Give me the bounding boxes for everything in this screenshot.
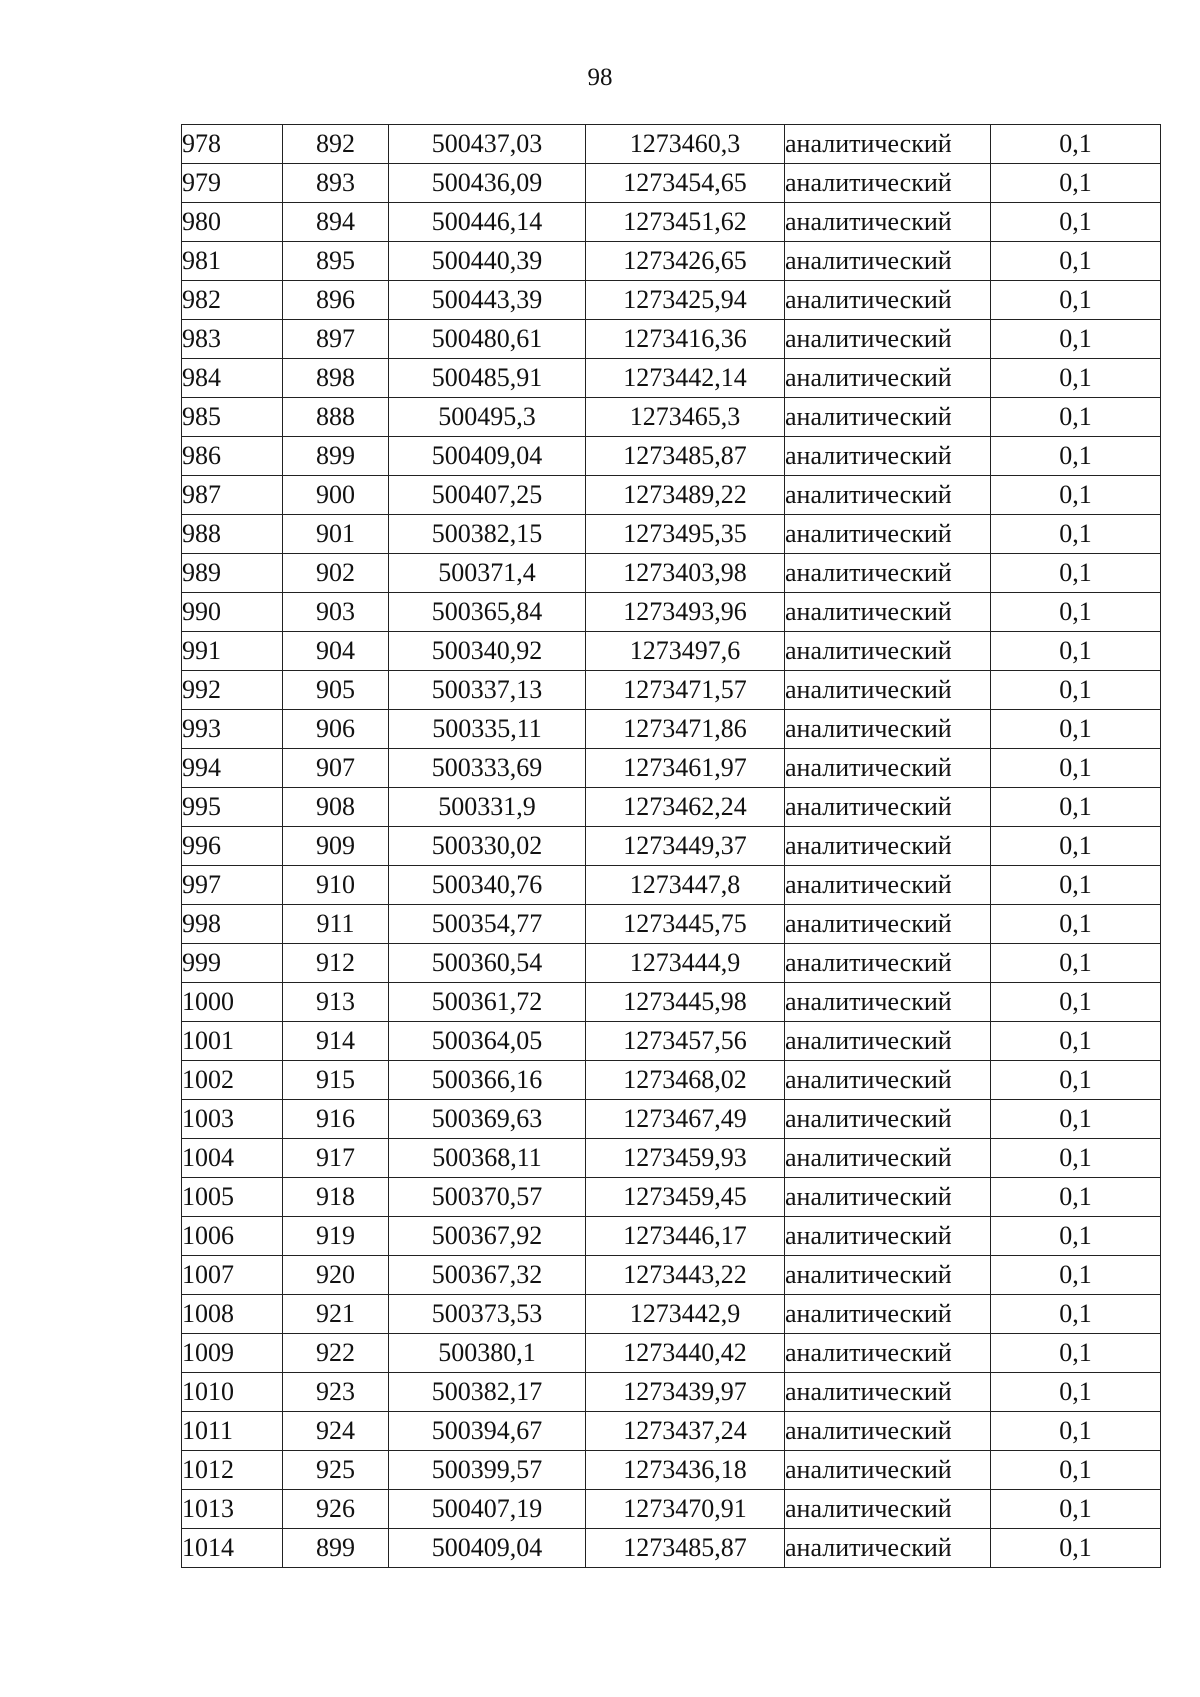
x-coordinate-cell: 500495,3: [389, 398, 586, 437]
x-coordinate-cell: 500366,16: [389, 1061, 586, 1100]
x-coordinate-cell: 500371,4: [389, 554, 586, 593]
y-coordinate-cell: 1273465,3: [586, 398, 785, 437]
accuracy-cell: 0,1: [991, 593, 1161, 632]
accuracy-cell: 0,1: [991, 749, 1161, 788]
point-number-cell: 899: [283, 437, 389, 476]
row-number-cell: 984: [182, 359, 283, 398]
row-number-cell: 1006: [182, 1217, 283, 1256]
row-number-cell: 997: [182, 866, 283, 905]
accuracy-cell: 0,1: [991, 398, 1161, 437]
accuracy-cell: 0,1: [991, 983, 1161, 1022]
x-coordinate-cell: 500333,69: [389, 749, 586, 788]
method-cell: аналитический: [785, 1217, 991, 1256]
point-number-cell: 893: [283, 164, 389, 203]
row-number-cell: 985: [182, 398, 283, 437]
x-coordinate-cell: 500367,92: [389, 1217, 586, 1256]
y-coordinate-cell: 1273467,49: [586, 1100, 785, 1139]
y-coordinate-cell: 1273403,98: [586, 554, 785, 593]
method-cell: аналитический: [785, 1451, 991, 1490]
accuracy-cell: 0,1: [991, 1334, 1161, 1373]
row-number-cell: 1000: [182, 983, 283, 1022]
y-coordinate-cell: 1273460,3: [586, 125, 785, 164]
accuracy-cell: 0,1: [991, 632, 1161, 671]
method-cell: аналитический: [785, 437, 991, 476]
row-number-cell: 979: [182, 164, 283, 203]
method-cell: аналитический: [785, 944, 991, 983]
row-number-cell: 983: [182, 320, 283, 359]
method-cell: аналитический: [785, 671, 991, 710]
y-coordinate-cell: 1273425,94: [586, 281, 785, 320]
y-coordinate-cell: 1273457,56: [586, 1022, 785, 1061]
point-number-cell: 888: [283, 398, 389, 437]
accuracy-cell: 0,1: [991, 710, 1161, 749]
accuracy-cell: 0,1: [991, 1217, 1161, 1256]
accuracy-cell: 0,1: [991, 905, 1161, 944]
accuracy-cell: 0,1: [991, 554, 1161, 593]
row-number-cell: 978: [182, 125, 283, 164]
method-cell: аналитический: [785, 125, 991, 164]
table-row: [182, 1178, 1161, 1217]
accuracy-cell: 0,1: [991, 164, 1161, 203]
method-cell: аналитический: [785, 1139, 991, 1178]
x-coordinate-cell: 500409,04: [389, 1529, 586, 1568]
table-row: [182, 1529, 1161, 1568]
point-number-cell: 904: [283, 632, 389, 671]
point-number-cell: 895: [283, 242, 389, 281]
point-number-cell: 910: [283, 866, 389, 905]
method-cell: аналитический: [785, 788, 991, 827]
table-row: [182, 983, 1161, 1022]
table-row: [182, 866, 1161, 905]
accuracy-cell: 0,1: [991, 320, 1161, 359]
y-coordinate-cell: 1273495,35: [586, 515, 785, 554]
point-number-cell: 902: [283, 554, 389, 593]
point-number-cell: 911: [283, 905, 389, 944]
y-coordinate-cell: 1273454,65: [586, 164, 785, 203]
x-coordinate-cell: 500364,05: [389, 1022, 586, 1061]
x-coordinate-cell: 500360,54: [389, 944, 586, 983]
table-row: [182, 359, 1161, 398]
table-row: [182, 1490, 1161, 1529]
y-coordinate-cell: 1273485,87: [586, 1529, 785, 1568]
point-number-cell: 900: [283, 476, 389, 515]
y-coordinate-cell: 1273459,93: [586, 1139, 785, 1178]
y-coordinate-cell: 1273470,91: [586, 1490, 785, 1529]
point-number-cell: 918: [283, 1178, 389, 1217]
table-row: [182, 203, 1161, 242]
y-coordinate-cell: 1273471,57: [586, 671, 785, 710]
table-row: [182, 476, 1161, 515]
point-number-cell: 914: [283, 1022, 389, 1061]
accuracy-cell: 0,1: [991, 1139, 1161, 1178]
row-number-cell: 994: [182, 749, 283, 788]
method-cell: аналитический: [785, 593, 991, 632]
row-number-cell: 1014: [182, 1529, 283, 1568]
method-cell: аналитический: [785, 1256, 991, 1295]
point-number-cell: 909: [283, 827, 389, 866]
row-number-cell: 989: [182, 554, 283, 593]
point-number-cell: 913: [283, 983, 389, 1022]
point-number-cell: 908: [283, 788, 389, 827]
table-row: [182, 554, 1161, 593]
point-number-cell: 920: [283, 1256, 389, 1295]
point-number-cell: 892: [283, 125, 389, 164]
x-coordinate-cell: 500409,04: [389, 437, 586, 476]
row-number-cell: 987: [182, 476, 283, 515]
method-cell: аналитический: [785, 242, 991, 281]
y-coordinate-cell: 1273426,65: [586, 242, 785, 281]
row-number-cell: 1012: [182, 1451, 283, 1490]
accuracy-cell: 0,1: [991, 788, 1161, 827]
y-coordinate-cell: 1273489,22: [586, 476, 785, 515]
point-number-cell: 896: [283, 281, 389, 320]
y-coordinate-cell: 1273471,86: [586, 710, 785, 749]
point-number-cell: 915: [283, 1061, 389, 1100]
point-number-cell: 912: [283, 944, 389, 983]
y-coordinate-cell: 1273444,9: [586, 944, 785, 983]
table-row: [182, 1022, 1161, 1061]
point-number-cell: 906: [283, 710, 389, 749]
x-coordinate-cell: 500368,11: [389, 1139, 586, 1178]
point-number-cell: 903: [283, 593, 389, 632]
accuracy-cell: 0,1: [991, 437, 1161, 476]
x-coordinate-cell: 500382,17: [389, 1373, 586, 1412]
point-number-cell: 926: [283, 1490, 389, 1529]
coordinates-table-body: [182, 125, 1161, 1568]
point-number-cell: 923: [283, 1373, 389, 1412]
y-coordinate-cell: 1273497,6: [586, 632, 785, 671]
y-coordinate-cell: 1273442,14: [586, 359, 785, 398]
method-cell: аналитический: [785, 515, 991, 554]
row-number-cell: 1013: [182, 1490, 283, 1529]
method-cell: аналитический: [785, 866, 991, 905]
x-coordinate-cell: 500335,11: [389, 710, 586, 749]
method-cell: аналитический: [785, 398, 991, 437]
x-coordinate-cell: 500485,91: [389, 359, 586, 398]
y-coordinate-cell: 1273445,98: [586, 983, 785, 1022]
y-coordinate-cell: 1273445,75: [586, 905, 785, 944]
accuracy-cell: 0,1: [991, 671, 1161, 710]
table-row: [182, 242, 1161, 281]
table-row: [182, 1412, 1161, 1451]
x-coordinate-cell: 500407,25: [389, 476, 586, 515]
y-coordinate-cell: 1273443,22: [586, 1256, 785, 1295]
table-row: [182, 593, 1161, 632]
table-row: [182, 125, 1161, 164]
accuracy-cell: 0,1: [991, 827, 1161, 866]
table-row: [182, 515, 1161, 554]
page-number: 98: [587, 64, 613, 91]
x-coordinate-cell: 500446,14: [389, 203, 586, 242]
row-number-cell: 991: [182, 632, 283, 671]
accuracy-cell: 0,1: [991, 1490, 1161, 1529]
row-number-cell: 996: [182, 827, 283, 866]
accuracy-cell: 0,1: [991, 1529, 1161, 1568]
method-cell: аналитический: [785, 320, 991, 359]
table-row: [182, 398, 1161, 437]
row-number-cell: 1008: [182, 1295, 283, 1334]
table-row: [182, 1451, 1161, 1490]
accuracy-cell: 0,1: [991, 476, 1161, 515]
method-cell: аналитический: [785, 1022, 991, 1061]
row-number-cell: 1007: [182, 1256, 283, 1295]
table-row: [182, 1217, 1161, 1256]
y-coordinate-cell: 1273485,87: [586, 437, 785, 476]
row-number-cell: 988: [182, 515, 283, 554]
table-row: [182, 710, 1161, 749]
y-coordinate-cell: 1273416,36: [586, 320, 785, 359]
row-number-cell: 986: [182, 437, 283, 476]
table-row: [182, 164, 1161, 203]
method-cell: аналитический: [785, 476, 991, 515]
method-cell: аналитический: [785, 1529, 991, 1568]
point-number-cell: 899: [283, 1529, 389, 1568]
point-number-cell: 898: [283, 359, 389, 398]
y-coordinate-cell: 1273437,24: [586, 1412, 785, 1451]
x-coordinate-cell: 500443,39: [389, 281, 586, 320]
y-coordinate-cell: 1273468,02: [586, 1061, 785, 1100]
table-row: [182, 788, 1161, 827]
method-cell: аналитический: [785, 749, 991, 788]
row-number-cell: 995: [182, 788, 283, 827]
y-coordinate-cell: 1273461,97: [586, 749, 785, 788]
x-coordinate-cell: 500340,76: [389, 866, 586, 905]
accuracy-cell: 0,1: [991, 515, 1161, 554]
method-cell: аналитический: [785, 359, 991, 398]
row-number-cell: 982: [182, 281, 283, 320]
method-cell: аналитический: [785, 1490, 991, 1529]
point-number-cell: 921: [283, 1295, 389, 1334]
method-cell: аналитический: [785, 905, 991, 944]
x-coordinate-cell: 500361,72: [389, 983, 586, 1022]
method-cell: аналитический: [785, 632, 991, 671]
y-coordinate-cell: 1273436,18: [586, 1451, 785, 1490]
y-coordinate-cell: 1273459,45: [586, 1178, 785, 1217]
point-number-cell: 897: [283, 320, 389, 359]
row-number-cell: 1001: [182, 1022, 283, 1061]
row-number-cell: 1004: [182, 1139, 283, 1178]
table-row: [182, 1373, 1161, 1412]
accuracy-cell: 0,1: [991, 281, 1161, 320]
table-row: [182, 1061, 1161, 1100]
x-coordinate-cell: 500440,39: [389, 242, 586, 281]
accuracy-cell: 0,1: [991, 1373, 1161, 1412]
table-row: [182, 437, 1161, 476]
accuracy-cell: 0,1: [991, 359, 1161, 398]
method-cell: аналитический: [785, 1178, 991, 1217]
x-coordinate-cell: 500380,1: [389, 1334, 586, 1373]
y-coordinate-cell: 1273462,24: [586, 788, 785, 827]
y-coordinate-cell: 1273440,42: [586, 1334, 785, 1373]
accuracy-cell: 0,1: [991, 1178, 1161, 1217]
table-row: [182, 1334, 1161, 1373]
y-coordinate-cell: 1273449,37: [586, 827, 785, 866]
x-coordinate-cell: 500370,57: [389, 1178, 586, 1217]
row-number-cell: 1010: [182, 1373, 283, 1412]
point-number-cell: 905: [283, 671, 389, 710]
y-coordinate-cell: 1273451,62: [586, 203, 785, 242]
point-number-cell: 916: [283, 1100, 389, 1139]
table-row: [182, 281, 1161, 320]
accuracy-cell: 0,1: [991, 242, 1161, 281]
method-cell: аналитический: [785, 983, 991, 1022]
table-row: [182, 905, 1161, 944]
accuracy-cell: 0,1: [991, 1022, 1161, 1061]
row-number-cell: 980: [182, 203, 283, 242]
accuracy-cell: 0,1: [991, 1412, 1161, 1451]
table-row: [182, 320, 1161, 359]
x-coordinate-cell: 500354,77: [389, 905, 586, 944]
method-cell: аналитический: [785, 1100, 991, 1139]
row-number-cell: 1002: [182, 1061, 283, 1100]
x-coordinate-cell: 500367,32: [389, 1256, 586, 1295]
method-cell: аналитический: [785, 1373, 991, 1412]
point-number-cell: 924: [283, 1412, 389, 1451]
table-row: [182, 1295, 1161, 1334]
method-cell: аналитический: [785, 1334, 991, 1373]
row-number-cell: 1009: [182, 1334, 283, 1373]
method-cell: аналитический: [785, 281, 991, 320]
row-number-cell: 992: [182, 671, 283, 710]
x-coordinate-cell: 500373,53: [389, 1295, 586, 1334]
y-coordinate-cell: 1273442,9: [586, 1295, 785, 1334]
point-number-cell: 894: [283, 203, 389, 242]
y-coordinate-cell: 1273493,96: [586, 593, 785, 632]
x-coordinate-cell: 500330,02: [389, 827, 586, 866]
row-number-cell: 998: [182, 905, 283, 944]
method-cell: аналитический: [785, 164, 991, 203]
method-cell: аналитический: [785, 710, 991, 749]
accuracy-cell: 0,1: [991, 1256, 1161, 1295]
point-number-cell: 917: [283, 1139, 389, 1178]
table-row: [182, 1256, 1161, 1295]
x-coordinate-cell: 500331,9: [389, 788, 586, 827]
x-coordinate-cell: 500394,67: [389, 1412, 586, 1451]
method-cell: аналитический: [785, 554, 991, 593]
accuracy-cell: 0,1: [991, 1451, 1161, 1490]
x-coordinate-cell: 500437,03: [389, 125, 586, 164]
row-number-cell: 1005: [182, 1178, 283, 1217]
row-number-cell: 1011: [182, 1412, 283, 1451]
x-coordinate-cell: 500480,61: [389, 320, 586, 359]
point-number-cell: 901: [283, 515, 389, 554]
x-coordinate-cell: 500365,84: [389, 593, 586, 632]
point-number-cell: 922: [283, 1334, 389, 1373]
x-coordinate-cell: 500337,13: [389, 671, 586, 710]
accuracy-cell: 0,1: [991, 1100, 1161, 1139]
row-number-cell: 993: [182, 710, 283, 749]
coordinates-table: [181, 124, 1161, 1568]
row-number-cell: 990: [182, 593, 283, 632]
x-coordinate-cell: 500369,63: [389, 1100, 586, 1139]
accuracy-cell: 0,1: [991, 1295, 1161, 1334]
accuracy-cell: 0,1: [991, 125, 1161, 164]
method-cell: аналитический: [785, 1295, 991, 1334]
row-number-cell: 981: [182, 242, 283, 281]
method-cell: аналитический: [785, 1412, 991, 1451]
method-cell: аналитический: [785, 203, 991, 242]
table-row: [182, 749, 1161, 788]
row-number-cell: 999: [182, 944, 283, 983]
method-cell: аналитический: [785, 827, 991, 866]
y-coordinate-cell: 1273446,17: [586, 1217, 785, 1256]
point-number-cell: 907: [283, 749, 389, 788]
x-coordinate-cell: 500382,15: [389, 515, 586, 554]
x-coordinate-cell: 500340,92: [389, 632, 586, 671]
y-coordinate-cell: 1273447,8: [586, 866, 785, 905]
accuracy-cell: 0,1: [991, 944, 1161, 983]
y-coordinate-cell: 1273439,97: [586, 1373, 785, 1412]
table-row: [182, 827, 1161, 866]
row-number-cell: 1003: [182, 1100, 283, 1139]
table-row: [182, 1139, 1161, 1178]
table-row: [182, 1100, 1161, 1139]
table-row: [182, 944, 1161, 983]
accuracy-cell: 0,1: [991, 866, 1161, 905]
x-coordinate-cell: 500436,09: [389, 164, 586, 203]
table-row: [182, 671, 1161, 710]
method-cell: аналитический: [785, 1061, 991, 1100]
point-number-cell: 925: [283, 1451, 389, 1490]
accuracy-cell: 0,1: [991, 203, 1161, 242]
accuracy-cell: 0,1: [991, 1061, 1161, 1100]
table-row: [182, 632, 1161, 671]
point-number-cell: 919: [283, 1217, 389, 1256]
x-coordinate-cell: 500399,57: [389, 1451, 586, 1490]
x-coordinate-cell: 500407,19: [389, 1490, 586, 1529]
